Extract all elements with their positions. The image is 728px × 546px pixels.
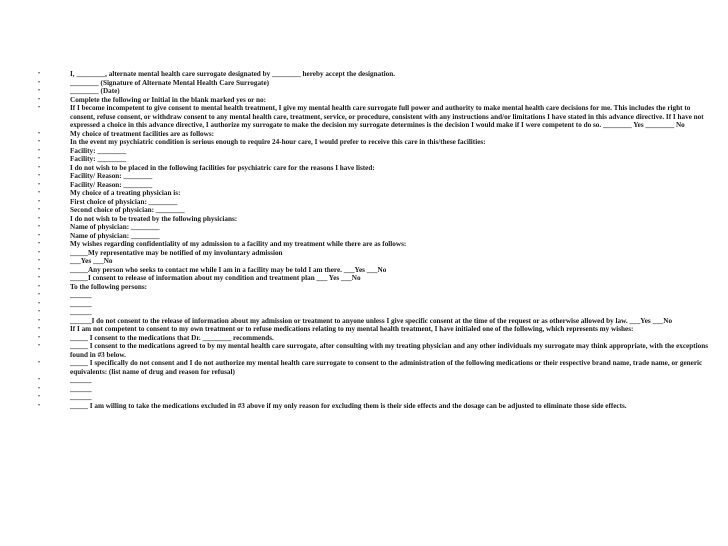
- bullet-icon: •: [38, 207, 41, 213]
- list-item: [38, 130, 714, 139]
- list-item: [38, 70, 714, 79]
- bullet-icon: •: [38, 249, 41, 256]
- list-item: [38, 266, 714, 275]
- list-item: [38, 249, 714, 258]
- list-item-text: Facility/ Reason: ________: [70, 180, 153, 189]
- list-item: [38, 155, 714, 164]
- bullet-icon: •: [38, 241, 41, 247]
- bullet-icon: •: [38, 377, 41, 383]
- list-item-text: _____ I am willing to take the medications excluded in #3 above if my only reason for excluding them is their side effects and the dosage can be adjusted to eliminate those side effects.: [70, 401, 627, 410]
- list-item-text: ______I do not consent to the release of information about my admission or treatment to anyone unless I give specific consent at the time of the request or as otherwise allowed by law. ___Yes ___No: [70, 316, 673, 325]
- list-item-text: I do not wish to be placed in the following facilities for psychiatric care for the reasons I have listed:: [70, 163, 375, 172]
- list-item-text: Second choice of physician: ________: [70, 206, 185, 214]
- list-item-text: _____ I specifically do not consent and I do not authorize my mental health care surrogate to consent to the administration of the following medications or their respective brand name, trade name, or generic equivalents: (list name of drug and reason for refusal): [70, 359, 703, 376]
- list-item: [38, 300, 714, 309]
- list-item-text: ______: [70, 299, 92, 308]
- list-item: [38, 291, 714, 300]
- bullet-icon: •: [38, 317, 41, 324]
- bullet-icon: •: [38, 173, 41, 179]
- list-item: [38, 172, 714, 181]
- list-item: [38, 334, 714, 343]
- advance-directive-list: [38, 70, 714, 410]
- list-item-text: Name of physician: ________: [70, 231, 160, 240]
- bullet-icon: •: [38, 71, 41, 77]
- bullet-icon: •: [38, 360, 41, 366]
- bullet-icon: •: [38, 130, 41, 137]
- bullet-icon: •: [38, 105, 41, 111]
- list-item: [38, 232, 714, 241]
- list-item: [38, 283, 714, 292]
- list-item-text: ______: [70, 291, 92, 299]
- list-item-text: To the following persons:: [70, 282, 148, 291]
- list-item-text: First choice of physician: ________: [70, 197, 178, 206]
- list-item-text: ________ (Date): [70, 87, 120, 95]
- list-item-text: I do not wish to be treated by the following physicians:: [70, 214, 238, 223]
- list-item-text: _____Any person who seeks to contact me while I am in a facility may be told I am there. ___Yes ___No: [70, 265, 387, 274]
- list-item: [38, 104, 714, 130]
- bullet-icon: •: [38, 181, 41, 188]
- bullet-icon: •: [38, 275, 41, 281]
- list-item: [38, 79, 714, 88]
- list-item: [38, 308, 714, 317]
- list-item-text: ___Yes ___No: [70, 257, 113, 265]
- list-item: [38, 206, 714, 215]
- list-item: [38, 215, 714, 224]
- bullet-icon: •: [38, 224, 41, 230]
- list-item-text: _____I consent to release of information about my condition and treatment plan ___ Yes ___No: [70, 274, 361, 282]
- bullet-icon: •: [38, 79, 41, 86]
- list-item: [38, 240, 714, 249]
- list-item: [38, 87, 714, 96]
- bullet-icon: •: [38, 139, 41, 145]
- bullet-icon: •: [38, 215, 41, 222]
- list-item: [38, 223, 714, 232]
- bullet-icon: •: [38, 283, 41, 290]
- bullet-icon: •: [38, 190, 41, 196]
- list-item-text: Name of physician: ________: [70, 223, 160, 231]
- list-item-text: My wishes regarding confidentiality of my admission to a facility and my treatment while there are as follows:: [70, 240, 407, 248]
- list-item-text: _____ I consent to the medications agreed to by my mental health care surrogate, after consulting with my treating physician and any other individuals my surrogate may think appropriate, with the exceptions found in #3 below.: [70, 342, 709, 359]
- list-item: [38, 164, 714, 173]
- list-item: [38, 359, 714, 376]
- bullet-icon: •: [38, 394, 41, 400]
- list-item-text: If I am not competent to consent to my own treatment or to refuse medications relating to my mental health treatment, I have initialed one of the following, which represents my wishes:: [70, 325, 634, 333]
- bullet-icon: •: [38, 266, 41, 273]
- list-item: [38, 189, 714, 198]
- list-item-text: ______: [70, 393, 92, 401]
- list-item-text: Facility/ Reason: ________: [70, 172, 153, 180]
- bullet-icon: •: [38, 96, 41, 103]
- bullet-icon: •: [38, 292, 41, 298]
- list-item-text: I, ________, alternate mental health care surrogate designated by ________ hereby accept the designation.: [70, 70, 396, 78]
- list-item: [38, 198, 714, 207]
- list-item: [38, 96, 714, 105]
- list-item: [38, 257, 714, 266]
- list-item: [38, 138, 714, 147]
- list-item: [38, 376, 714, 385]
- bullet-icon: •: [38, 300, 41, 307]
- list-item-text: If I become incompetent to give consent to mental health treatment, I give my mental health care surrogate full power and authority to make mental health care decisions for me. This includes the right to consent, refuse consent, or withdraw consent to any mental health care, treatment, service, or procedure, consistent with any instructions and/or limitations I have stated in this advance directive. If I have not expressed a choice in this advance directive, I authorize my surrogate to make the decision my surrogate determines is the decision I would make if I were competent to do so. ________ Yes ________ No: [70, 104, 704, 129]
- list-item-text: _____My representative may be notified of my involuntary admission: [70, 248, 283, 257]
- list-item-text: My choice of a treating physician is:: [70, 189, 181, 197]
- bullet-icon: •: [38, 232, 41, 239]
- bullet-icon: •: [38, 326, 41, 332]
- bullet-icon: •: [38, 147, 41, 154]
- list-item-text: ______: [70, 376, 92, 384]
- list-item-text: In the event my psychiatric condition is serious enough to require 24-hour care, I would prefer to receive this care in this/these facilities:: [70, 138, 486, 146]
- bullet-icon: •: [38, 309, 41, 315]
- list-item-text: Complete the following or Initial in the blank marked yes or no:: [70, 95, 266, 104]
- list-item: [38, 317, 714, 326]
- list-item-text: ______: [70, 308, 92, 316]
- list-item: [38, 147, 714, 156]
- list-item-text: ______: [70, 384, 92, 393]
- bullet-icon: •: [38, 198, 41, 205]
- bullet-icon: •: [38, 164, 41, 171]
- list-item: [38, 342, 714, 359]
- list-item: [38, 181, 714, 190]
- bullet-icon: •: [38, 156, 41, 162]
- list-item: [38, 402, 714, 411]
- list-item-text: My choice of treatment facilities are as follows:: [70, 129, 215, 138]
- bullet-icon: •: [38, 258, 41, 264]
- bullet-icon: •: [38, 343, 41, 349]
- bullet-icon: •: [38, 88, 41, 94]
- list-item: [38, 393, 714, 402]
- list-item-text: _____ I consent to the medications that Dr. ________ recommends.: [70, 333, 274, 342]
- list-item: [38, 325, 714, 334]
- list-item: [38, 385, 714, 394]
- bullet-icon: •: [38, 402, 41, 409]
- list-item-text: Facility: ________: [70, 155, 127, 163]
- list-item: [38, 274, 714, 283]
- bullet-icon: •: [38, 385, 41, 392]
- bullet-icon: •: [38, 334, 41, 341]
- list-item-text: ________ (Signature of Alternate Mental Health Care Surrogate): [70, 78, 270, 87]
- list-item-text: Facility: ________: [70, 146, 127, 155]
